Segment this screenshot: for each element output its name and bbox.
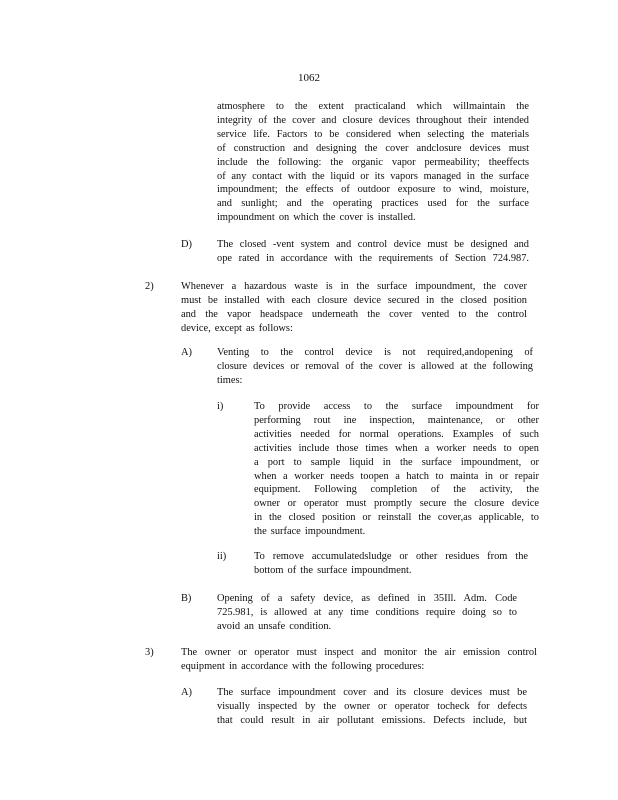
- text-line: and the vapor headspace underneath the cover vented to the control: [181, 308, 527, 320]
- page-number: 1062: [298, 72, 320, 84]
- text-line: service life. Factors to be considered when selecting the materials: [217, 128, 529, 140]
- item-marker: A): [181, 347, 192, 358]
- item-d-paragraph: [217, 238, 529, 266]
- continuation-paragraph: [217, 100, 529, 225]
- text-line: Opening of a safety device, as defined in 35Ill. Adm. Code: [217, 593, 517, 604]
- text-line: owner or operator must promptly secure the closure device: [254, 498, 539, 510]
- text-line: equipment in accordance with the following procedures:: [181, 660, 425, 672]
- text-line: The owner or operator must inspect and monitor the air emission control: [181, 647, 537, 658]
- text-line: 725.981, is allowed at any time conditions require doing so to: [217, 606, 517, 618]
- item-marker: 3): [145, 647, 154, 658]
- text-line: times:: [217, 374, 243, 386]
- item-2a-paragraph: [217, 346, 533, 388]
- item-marker: B): [181, 593, 192, 604]
- text-line: of any contact with the liquid or its vapors managed in the surface: [217, 170, 529, 182]
- item-2a-i-paragraph: [254, 400, 539, 539]
- item-2b-paragraph: [217, 592, 517, 634]
- text-line: closure devices or removal of the cover is allowed at the following: [217, 360, 533, 372]
- item-2a-ii-paragraph: [254, 550, 528, 578]
- text-line: that could result in air pollutant emissions. Defects include, but: [217, 714, 527, 726]
- text-line: ope rated in accordance with the requirements of Section 724.987.: [217, 252, 529, 264]
- item-2-paragraph: [181, 280, 527, 336]
- text-line: activities needed for normal operations. Examples of such: [254, 428, 539, 440]
- text-line: bottom of the surface impoundment.: [254, 564, 412, 576]
- item-marker: D): [181, 239, 192, 250]
- text-line: equipment. Following completion of the activity, the: [254, 484, 539, 496]
- text-line: impoundment on which the cover is installed.: [217, 212, 416, 224]
- text-line: of construction and designing the cover andclosure devices must: [217, 142, 529, 154]
- text-line: device, except as follows:: [181, 322, 293, 334]
- text-line: avoid an unsafe condition.: [217, 620, 332, 632]
- item-marker: ii): [217, 551, 227, 562]
- text-line: the surface impoundment.: [254, 526, 366, 538]
- text-line: Whenever a hazardous waste is in the surface impoundment, the cover: [181, 281, 527, 292]
- text-line: To remove accumulatedsludge or other residues from the: [254, 551, 528, 562]
- text-line: atmosphere to the extent practicaland which willmaintain the: [217, 101, 529, 112]
- item-3a-paragraph: [217, 686, 527, 728]
- text-line: activities include those times when a worker needs to open: [254, 442, 539, 454]
- item-marker: i): [217, 401, 224, 412]
- text-line: in the closed position or reinstall the cover,as applicable, to: [254, 512, 539, 524]
- text-line: The surface impoundment cover and its closure devices must be: [217, 687, 527, 698]
- item-marker: 2): [145, 281, 154, 292]
- item-3-paragraph: [181, 646, 537, 674]
- text-line: Venting to the control device is not required,andopening of: [217, 347, 533, 358]
- text-line: include the following: the organic vapor permeability; theeffects: [217, 156, 529, 168]
- text-line: performing rout ine inspection, maintenance, or other: [254, 414, 539, 426]
- text-line: The closed -vent system and control device must be designed and: [217, 239, 529, 250]
- text-line: when a worker needs toopen a hatch to mainta in or repair: [254, 470, 539, 482]
- text-line: To provide access to the surface impoundment for: [254, 401, 539, 412]
- text-line: impoundment; the effects of outdoor exposure to wind, moisture,: [217, 184, 529, 196]
- item-marker: A): [181, 687, 192, 698]
- text-line: visually inspected by the owner or operator tocheck for defects: [217, 700, 527, 712]
- text-line: and sunlight; and the operating practices used for the surface: [217, 198, 529, 210]
- text-line: must be installed with each closure device secured in the closed position: [181, 294, 527, 306]
- text-line: integrity of the cover and closure devices throughout their intended: [217, 114, 529, 126]
- text-line: a port to sample liquid in the surface impoundment, or: [254, 456, 539, 468]
